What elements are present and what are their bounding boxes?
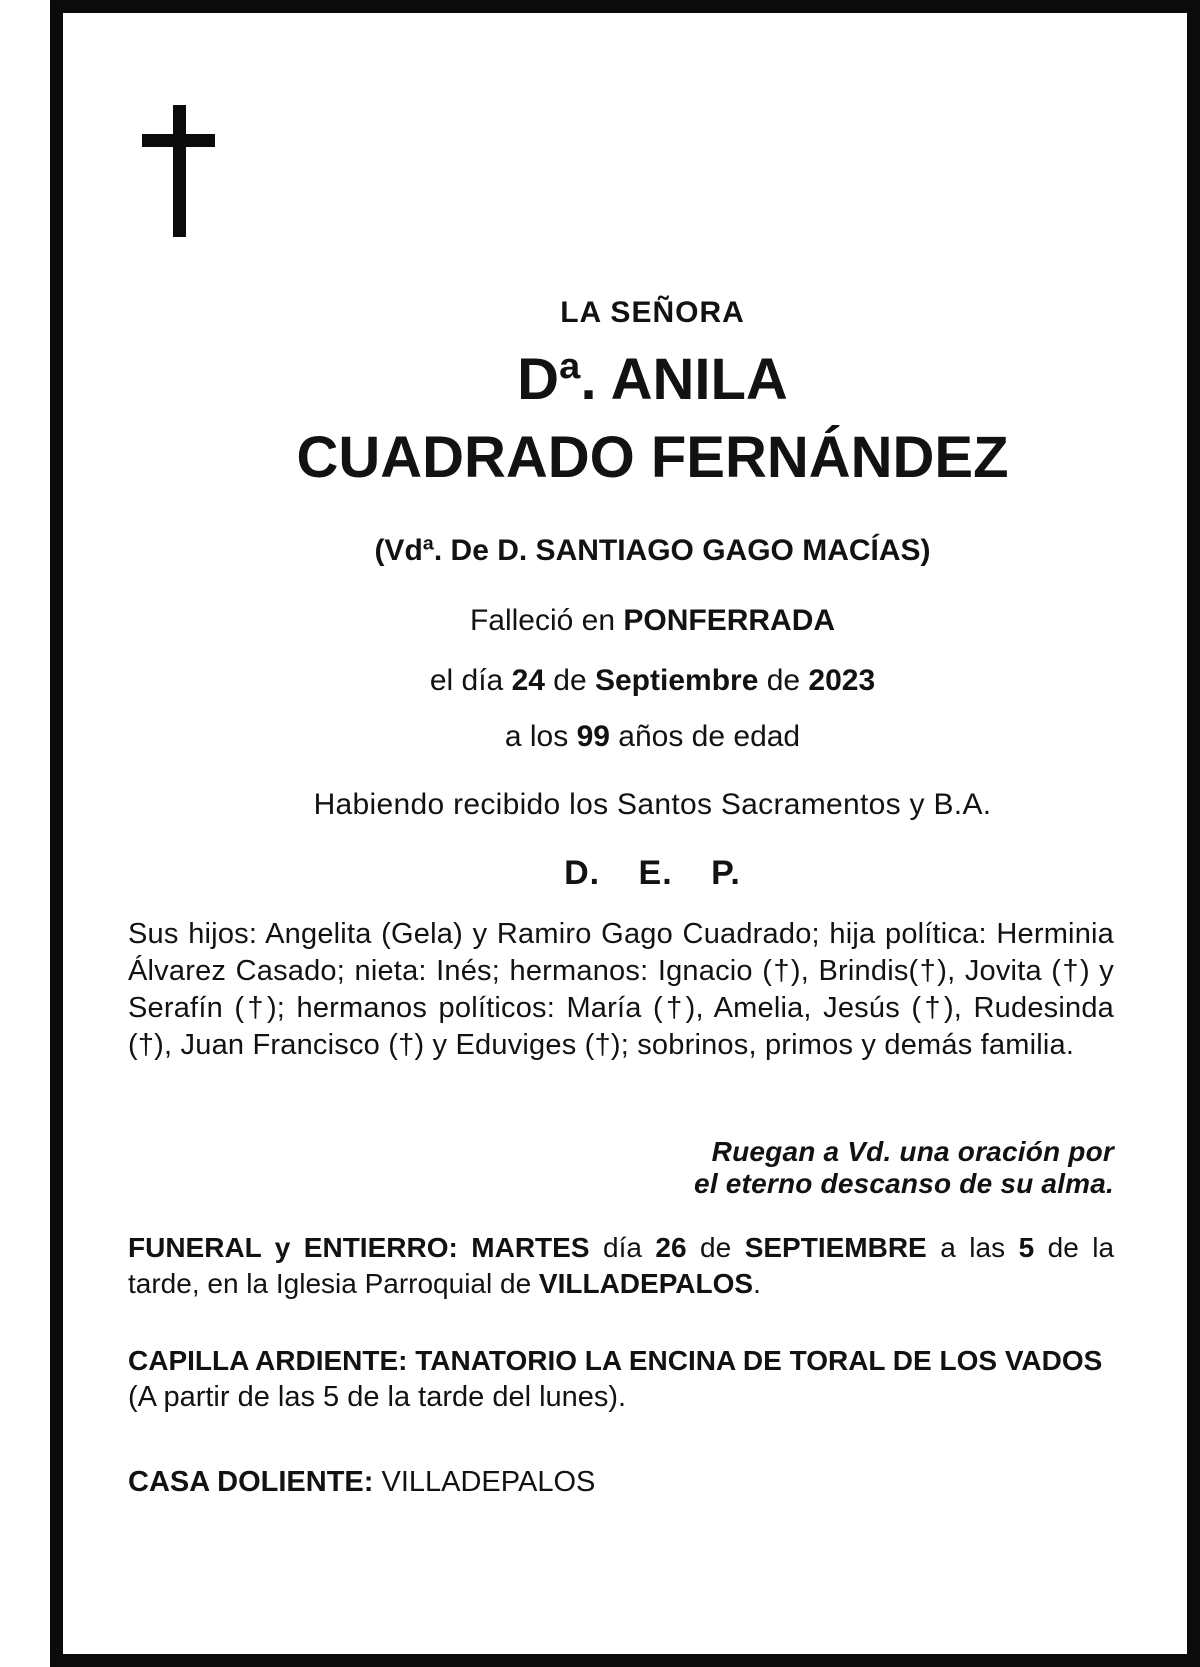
funeral-seg10: .	[753, 1268, 761, 1299]
funeral-hour: 5	[1018, 1232, 1035, 1263]
chapel-line2: (A partir de las 5 de la tarde del lunes).	[128, 1381, 627, 1413]
cross-horizontal-bar	[142, 134, 215, 147]
death-place-line	[190, 604, 1115, 639]
funeral-seg6: a las	[926, 1232, 1019, 1263]
family-paragraph: Sus hijos: Angelita (Gela) y Ramiro Gago Cuadrado; hija política: Herminia Álvarez Casado; nieta: Inés; hermanos: Ignacio (†), Brindis(†), Jovita (†) y Serafín (†); hermanos políticos: María (†), Amelia, Jesús (†), Rudesinda (†), Juan Francisco (†) y Eduviges (†); sobrinos, primos y demás familia.	[128, 918, 1114, 1061]
dep-line: D. E. P.	[564, 854, 741, 892]
date-month: Septiembre	[594, 664, 759, 697]
chapel-line1: CAPILLA ARDIENTE: TANATORIO LA ENCINA DE TORAL DE LOS VADOS	[128, 1345, 1103, 1376]
funeral-seg8: de la tarde, en la Iglesia Parroquial de	[128, 1232, 1115, 1299]
death-date-line	[190, 664, 1115, 699]
deceased-name-line2: CUADRADO FERNÁNDEZ	[296, 425, 1009, 490]
mourning-house-line	[128, 1466, 1114, 1499]
age-line	[190, 720, 1115, 755]
cross-vertical-bar	[173, 105, 186, 237]
notice-frame	[50, 0, 1200, 1667]
mourning-house-value: VILLADEPALOS	[373, 1466, 596, 1498]
deceased-name-line1: Dª. ANILA	[517, 347, 788, 412]
date-day: 24	[511, 664, 545, 697]
prayer-line1: Ruegan a Vd. una oración por	[711, 1136, 1114, 1167]
death-place: PONFERRADA	[623, 604, 836, 637]
date-year: 2023	[808, 664, 876, 697]
date-sep1: de	[544, 664, 595, 697]
age-value: 99	[576, 720, 610, 753]
funeral-church-town: VILLADEPALOS	[538, 1268, 754, 1299]
funeral-label: FUNERAL y ENTIERRO: MARTES	[128, 1232, 590, 1263]
age-prefix: a los	[504, 720, 577, 753]
age-suffix: años de edad	[609, 720, 801, 753]
date-sep2: de	[758, 664, 809, 697]
widow-of-line: (Vdª. De D. SANTIAGO GAGO MACÍAS)	[374, 534, 931, 567]
funeral-paragraph	[128, 1230, 1114, 1302]
funeral-seg4: de	[686, 1232, 745, 1263]
sacraments-line: Habiendo recibido los Santos Sacramentos y B.A.	[313, 788, 992, 821]
mourning-house-label: CASA DOLIENTE:	[128, 1466, 374, 1498]
prayer-line2: el eterno descanso de su alma.	[694, 1168, 1114, 1199]
funeral-seg2: día	[589, 1232, 656, 1263]
latin-cross-icon	[142, 105, 215, 237]
title-la-senora: LA SEÑORA	[560, 296, 745, 329]
date-prefix: el día	[429, 664, 512, 697]
funeral-day: 26	[655, 1232, 687, 1263]
prayer-block	[128, 1136, 1114, 1200]
death-place-prefix: Falleció en	[469, 604, 624, 637]
funeral-month: SEPTIEMBRE	[744, 1232, 927, 1263]
chapel-block	[128, 1342, 1114, 1416]
